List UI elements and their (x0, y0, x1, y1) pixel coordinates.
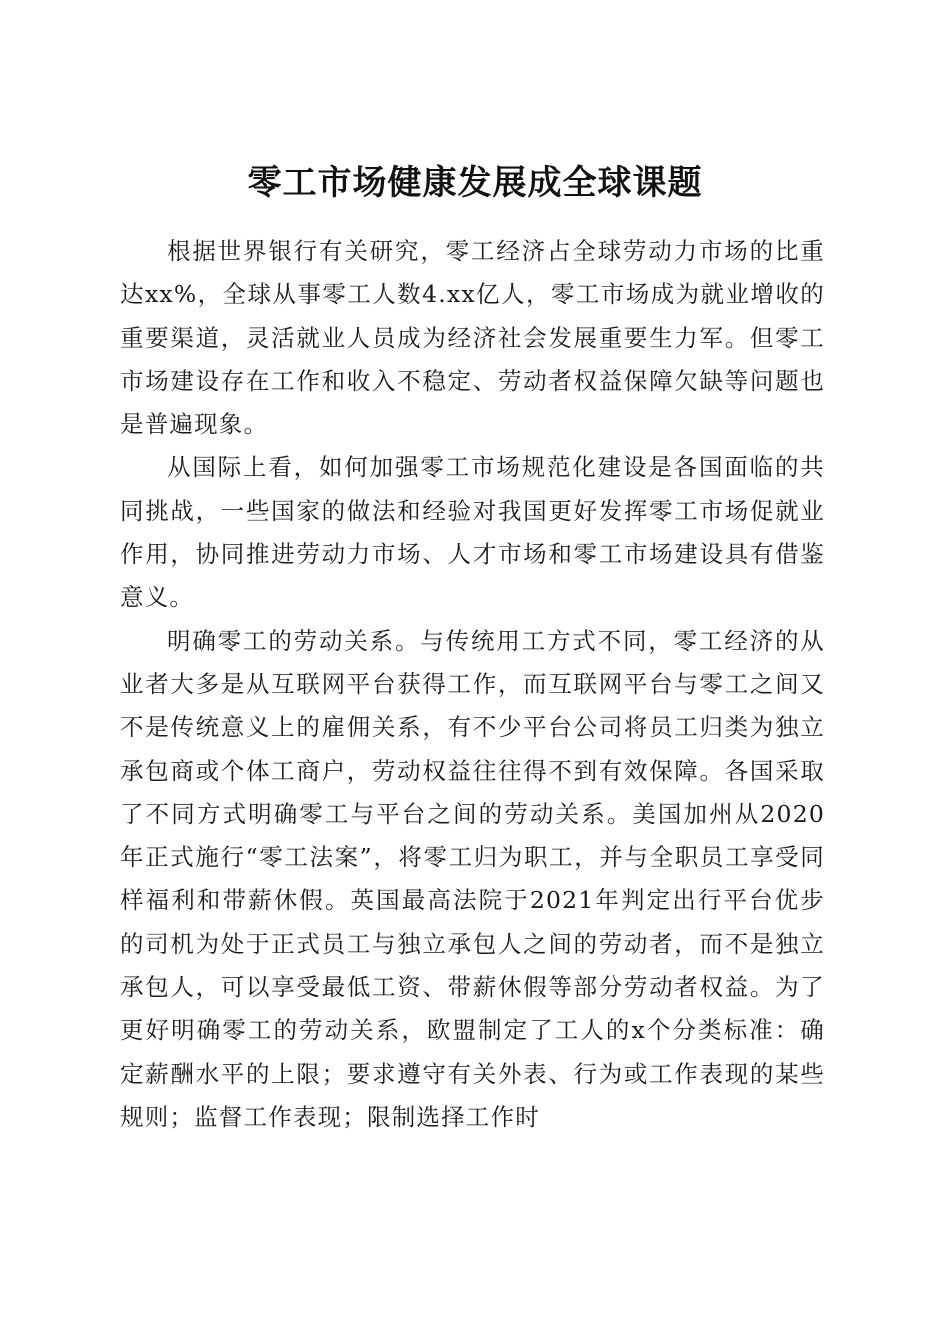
paragraph-2: 从国际上看，如何加强零工市场规范化建设是各国面临的共同挑战，一些国家的做法和经验对我国更好发挥零工市场促就业作用，协同推进劳动力市场、人才市场和零工市场建设具有借鉴意义。 (120, 453, 825, 612)
paragraph-3: 明确零工的劳动关系。与传统用工方式不同，零工经济的从业者大多是从互联网平台获得工作，而互联网平台与零工之间又不是传统意义上的雇佣关系，有不少平台公司将员工归类为独立承包商或个体工商户，劳动权益往往得不到有效保障。各国采取了不同方式明确零工与平台之间的劳动关系。美国加州从2020年正式施行“零工法案”，将零工归为职工，并与全职员工享受同样福利和带薪休假。英国最高法院于2021年判定出行平台优步的司机为处于正式员工与独立承包人之间的劳动者，而不是独立承包人，可以享受最低工资、带薪休假等部分劳动者权益。为了更好明确零工的劳动关系，欧盟制定了工人的x个分类标准：确定薪酬水平的上限；要求遵守有关外表、行为或工作表现的某些规则；监督工作表现；限制选择工作时 (120, 626, 825, 1131)
document-title: 零工市场健康发展成全球课题 (247, 162, 703, 203)
document-body (120, 230, 825, 1139)
paragraph-1: 根据世界银行有关研究，零工经济占全球劳动力市场的比重达xx%，全球从事零工人数4.xx亿人，零工市场成为就业增收的重要渠道，灵活就业人员成为经济社会发展重要生力军。但零工市场建设存在工作和收入不稳定、劳动者权益保障欠缺等问题也是普遍现象。 (120, 237, 825, 439)
